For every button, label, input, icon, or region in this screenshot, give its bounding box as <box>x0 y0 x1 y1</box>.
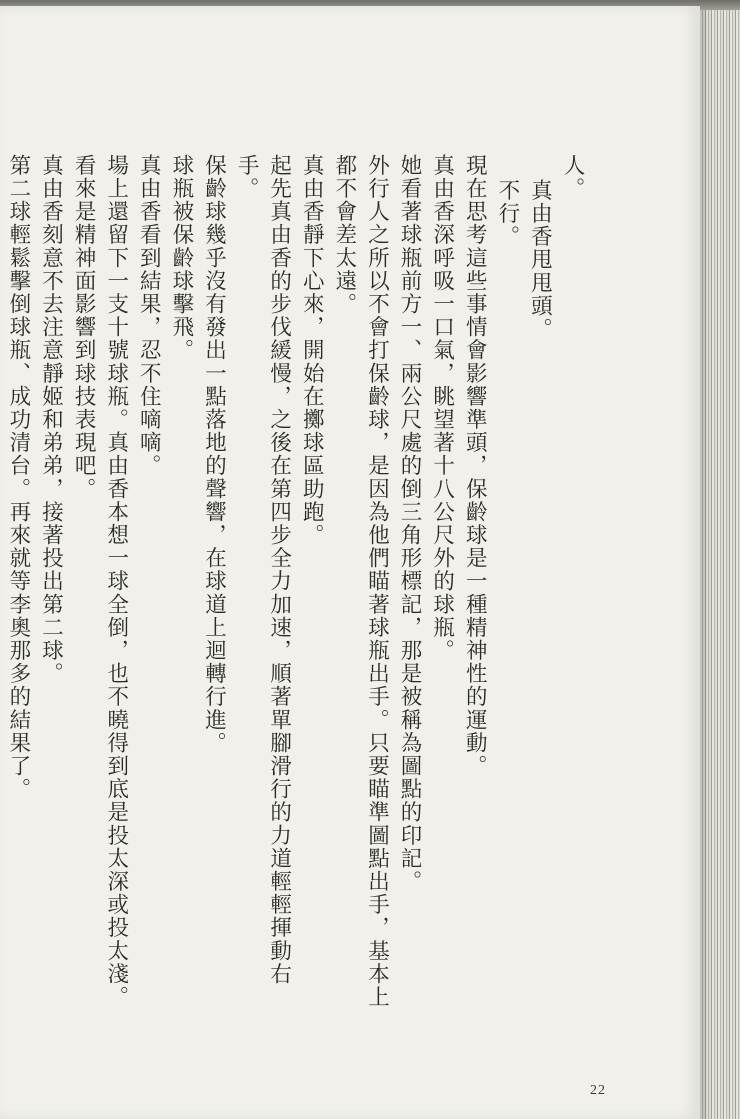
paragraph: 現在思考這些事情會影響準頭，保齡球是一種精神性的運動。 <box>462 154 488 778</box>
book-page-edges <box>700 10 740 1119</box>
paragraph: 真由香甩甩頭。 <box>527 178 553 341</box>
paragraph: 外行人之所以不會打保齡球，是因為他們瞄著球瓶出手。只要瞄準圖點出手，基本上都不會差太遠。 <box>331 154 390 1009</box>
paragraph: 球瓶被保齡球擊飛。 <box>168 154 194 362</box>
vertical-text-body <box>1 154 588 1014</box>
paragraph: 真由香深呼吸一口氣，眺望著十八公尺外的球瓶。 <box>429 154 455 663</box>
paragraph: 真由香刻意不去注意靜姬和弟弟，接著投出第二球。 <box>38 154 64 686</box>
paragraph: 起先真由香的步伐緩慢，之後在第四步全力加速，順著單腳滑行的力道輕輕揮動右手。 <box>234 154 292 986</box>
paragraph: 她看著球瓶前方一、兩公尺處的倒三角形標記，那是被稱為圖點的印記。 <box>397 154 423 894</box>
paragraph: 第二球輕鬆擊倒球瓶、成功清台。再來就等李奧那多的結果了。 <box>5 154 31 801</box>
paragraph: 真由香靜下心來，開始在擲球區助跑。 <box>299 154 325 547</box>
gutter-shadow <box>700 10 710 1119</box>
paragraph: 保齡球幾乎沒有發出一點落地的聲響，在球道上迴轉行進。 <box>201 154 227 755</box>
book-page <box>0 6 700 1119</box>
paragraph: 場上還留下一支十號球瓶。真由香本想一球全倒，也不曉得到底是投太深或投太淺。看來是精神面影響到球技表現吧。 <box>71 154 129 1009</box>
page-number: 22 <box>590 1083 606 1098</box>
paragraph: 不行。 <box>494 178 520 249</box>
paragraph: 人。 <box>560 154 585 201</box>
paragraph: 真由香看到結果，忍不住嘀嘀。 <box>136 154 162 478</box>
